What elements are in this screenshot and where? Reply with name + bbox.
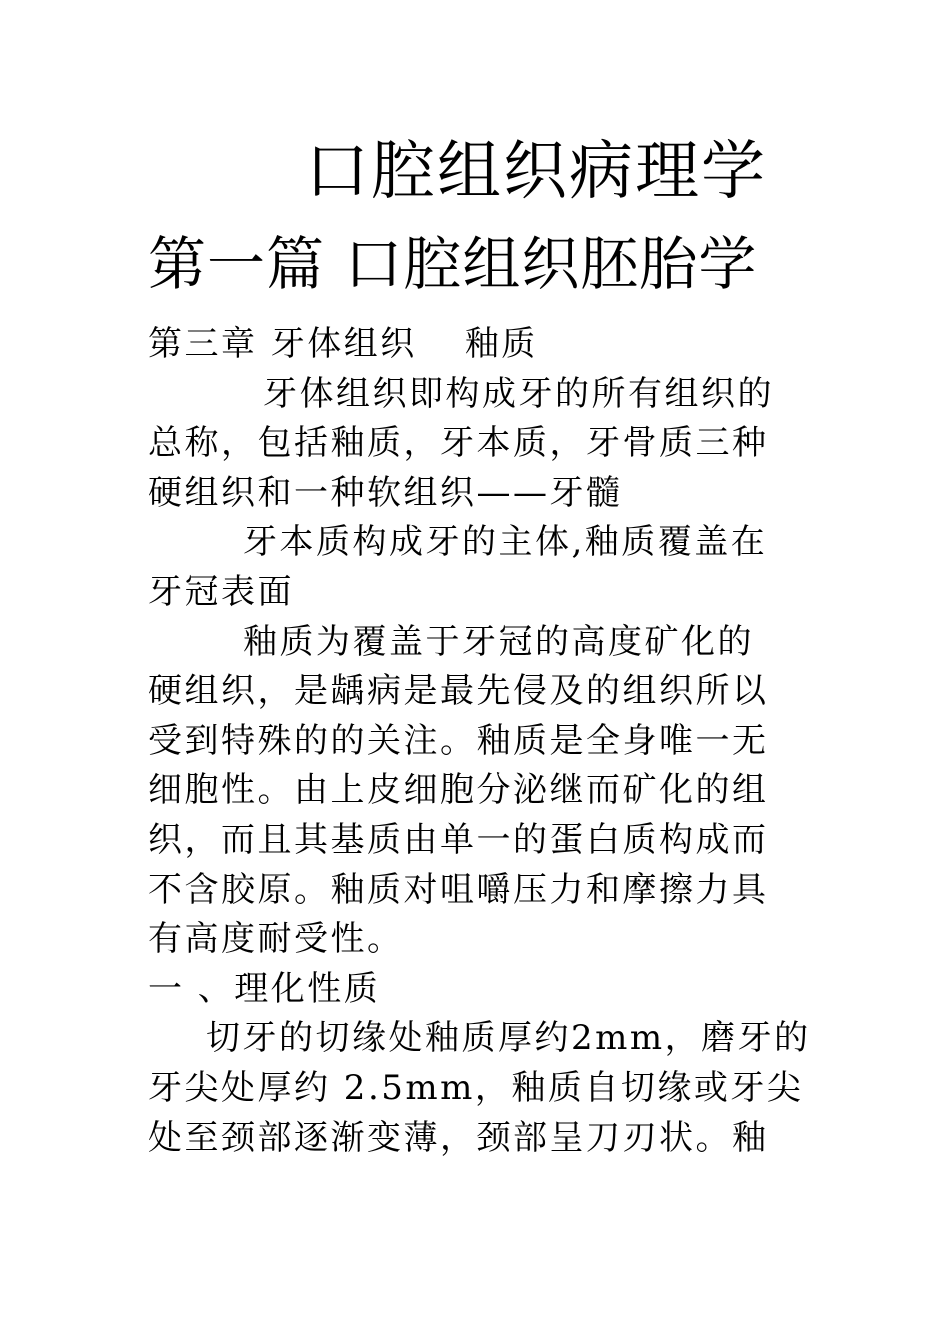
paragraph-line: 釉质为覆盖于牙冠的高度矿化的: [243, 621, 754, 662]
paragraph-line: 硬组织，是龋病是最先侵及的组织所以: [148, 671, 769, 712]
paragraph-line: 织，而且其基质由单一的蛋白质构成而: [148, 819, 769, 860]
paragraph-line: 牙冠表面: [148, 571, 294, 612]
paragraph-line: 切牙的切缘处釉质厚约2mm，磨牙的: [206, 1018, 811, 1059]
chapter-heading: 第三章 牙体组织: [148, 324, 417, 364]
document-title: 口腔组织病理学: [305, 135, 767, 209]
body-text: [148, 320, 848, 1163]
paragraph-line: 不含胶原。釉质对咀嚼压力和摩擦力具: [148, 869, 769, 910]
paragraph-line: 细胞性。由上皮细胞分泌继而矿化的组: [148, 770, 769, 811]
paragraph-line: 硬组织和一种软组织——牙髓: [148, 472, 623, 513]
section-heading: 一 、理化性质: [148, 968, 381, 1009]
part-heading: 第一篇 口腔组织胚胎学: [148, 230, 758, 298]
paragraph-line: 受到特殊的的关注。釉质是全身唯一无: [148, 720, 769, 761]
paragraph-line: 牙尖处厚约 2.5mm，釉质自切缘或牙尖: [148, 1067, 804, 1108]
paragraph-line: 牙体组织即构成牙的所有组织的: [263, 373, 774, 414]
paragraph-line: 处至颈部逐渐变薄，颈部呈刀刃状。釉: [148, 1117, 769, 1158]
paragraph-line: 总称，包括釉质，牙本质，牙骨质三种: [148, 423, 769, 464]
chapter-subheading: 釉质: [464, 324, 538, 364]
paragraph-line: 牙本质构成牙的主体,釉质覆盖在: [243, 522, 768, 563]
paragraph-line: 有高度耐受性。: [148, 919, 404, 960]
chapter-heading-line: [148, 320, 848, 370]
